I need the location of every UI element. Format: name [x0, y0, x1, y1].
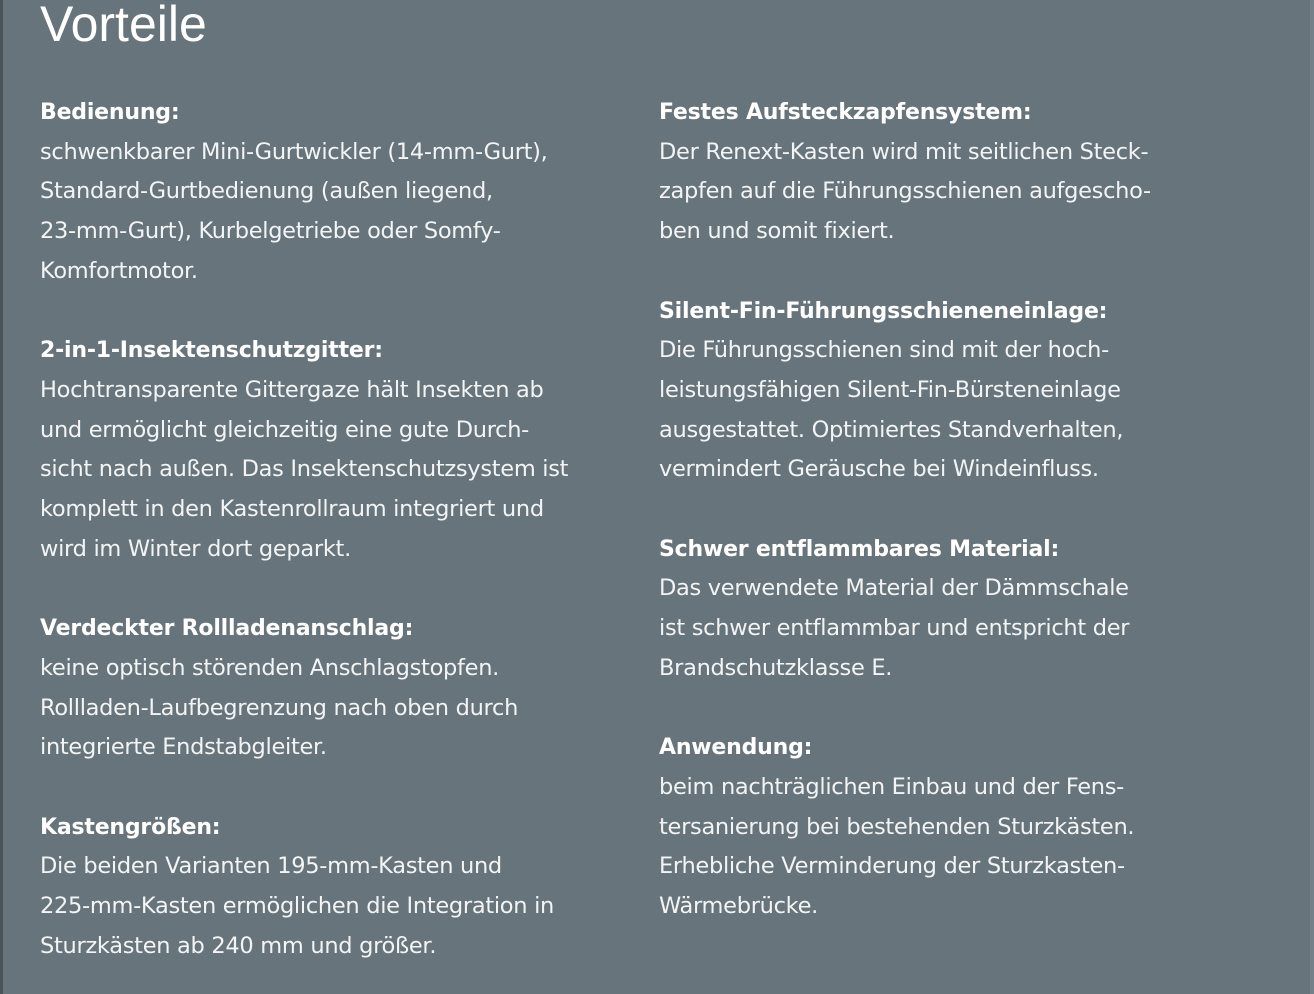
text-line: tersanierung bei bestehenden Sturzkästen. — [659, 813, 1135, 840]
section-heading: Verdeckter Rollladenanschlag: — [40, 616, 414, 642]
text-line: Die beiden Varianten 195-mm-Kasten und — [40, 853, 502, 880]
text-line: und ermöglicht gleichzeitig eine gute Durch- — [40, 416, 529, 443]
section-spacer — [40, 569, 640, 609]
section-aufsteckzapfensystem — [659, 93, 1279, 252]
text-line: Rollladen-Laufbegrenzung nach oben durch — [40, 694, 519, 721]
text-line: wird im Winter dort geparkt. — [40, 535, 351, 562]
section-rollladenanschlag — [40, 609, 640, 768]
text-line: vermindert Geräusche bei Windeinfluss. — [659, 456, 1099, 483]
section-heading: Anwendung: — [659, 735, 813, 761]
section-heading: 2-in-1-Insektenschutzgitter: — [40, 338, 383, 364]
text-line: beim nachträglichen Einbau und der Fens- — [659, 773, 1125, 800]
section-heading: Bedienung: — [40, 100, 180, 125]
section-spacer — [40, 292, 640, 332]
text-line: Erhebliche Verminderung der Sturzkasten- — [659, 853, 1125, 880]
text-line: Brandschutzklasse E. — [659, 654, 893, 681]
section-bedienung — [40, 93, 640, 292]
section-heading: Schwer entflammbares Material: — [659, 536, 1060, 562]
text-line: Hochtransparente Gittergaze hält Insekten ab — [40, 376, 544, 403]
section-kastengroessen — [40, 808, 640, 967]
section-insektenschutzgitter — [40, 331, 640, 569]
text-line: Wärmebrücke. — [659, 893, 818, 920]
text-line: integrierte Endstabgleiter. — [40, 734, 327, 761]
text-line: ausgestattet. Optimiertes Standverhalten, — [659, 416, 1124, 443]
section-material — [659, 530, 1279, 689]
text-line: komplett in den Kastenrollraum integriert und — [40, 496, 544, 523]
section-heading: Festes Aufsteckzapfensystem: — [659, 100, 1032, 125]
text-line: ben und somit fixiert. — [659, 218, 895, 245]
section-anwendung — [659, 728, 1279, 927]
page-left-edge — [0, 0, 3, 994]
page-title: Vorteile — [40, 0, 207, 52]
section-spacer — [40, 768, 640, 808]
text-line: Der Renext-Kasten wird mit seitlichen Steck- — [659, 138, 1149, 165]
text-line: Die Führungsschienen sind mit der hoch- — [659, 337, 1109, 364]
section-heading: Silent-Fin-Führungsschieneneinlage: — [659, 298, 1108, 324]
left-column — [40, 93, 640, 966]
section-heading: Kastengrößen: — [40, 814, 221, 840]
text-line: keine optisch störenden Anschlagstopfen. — [40, 654, 500, 681]
text-line: Sturzkästen ab 240 mm und größer. — [40, 932, 437, 959]
text-line: schwenkbarer Mini-Gurtwickler (14-mm-Gurt), — [40, 138, 548, 165]
right-column — [659, 93, 1279, 927]
text-line: 23-mm-Gurt), Kurbelgetriebe oder Somfy- — [40, 218, 501, 245]
section-spacer — [659, 689, 1279, 729]
section-spacer — [659, 490, 1279, 530]
page-right-edge — [1310, 0, 1314, 994]
section-silent-fin — [659, 292, 1279, 491]
text-line: Komfortmotor. — [40, 257, 198, 284]
text-line: 225-mm-Kasten ermöglichen die Integration in — [40, 893, 554, 920]
text-line: sicht nach außen. Das Insektenschutzsystem ist — [40, 456, 569, 483]
section-spacer — [659, 252, 1279, 292]
text-line: Das verwendete Material der Dämmschale — [659, 575, 1129, 602]
text-line: leistungsfähigen Silent-Fin-Bürsteneinlage — [659, 376, 1121, 403]
text-line: ist schwer entflammbar und entspricht der — [659, 615, 1130, 642]
text-line: zapfen auf die Führungsschienen aufgescho- — [659, 178, 1151, 205]
text-line: Standard-Gurtbedienung (außen liegend, — [40, 178, 493, 205]
